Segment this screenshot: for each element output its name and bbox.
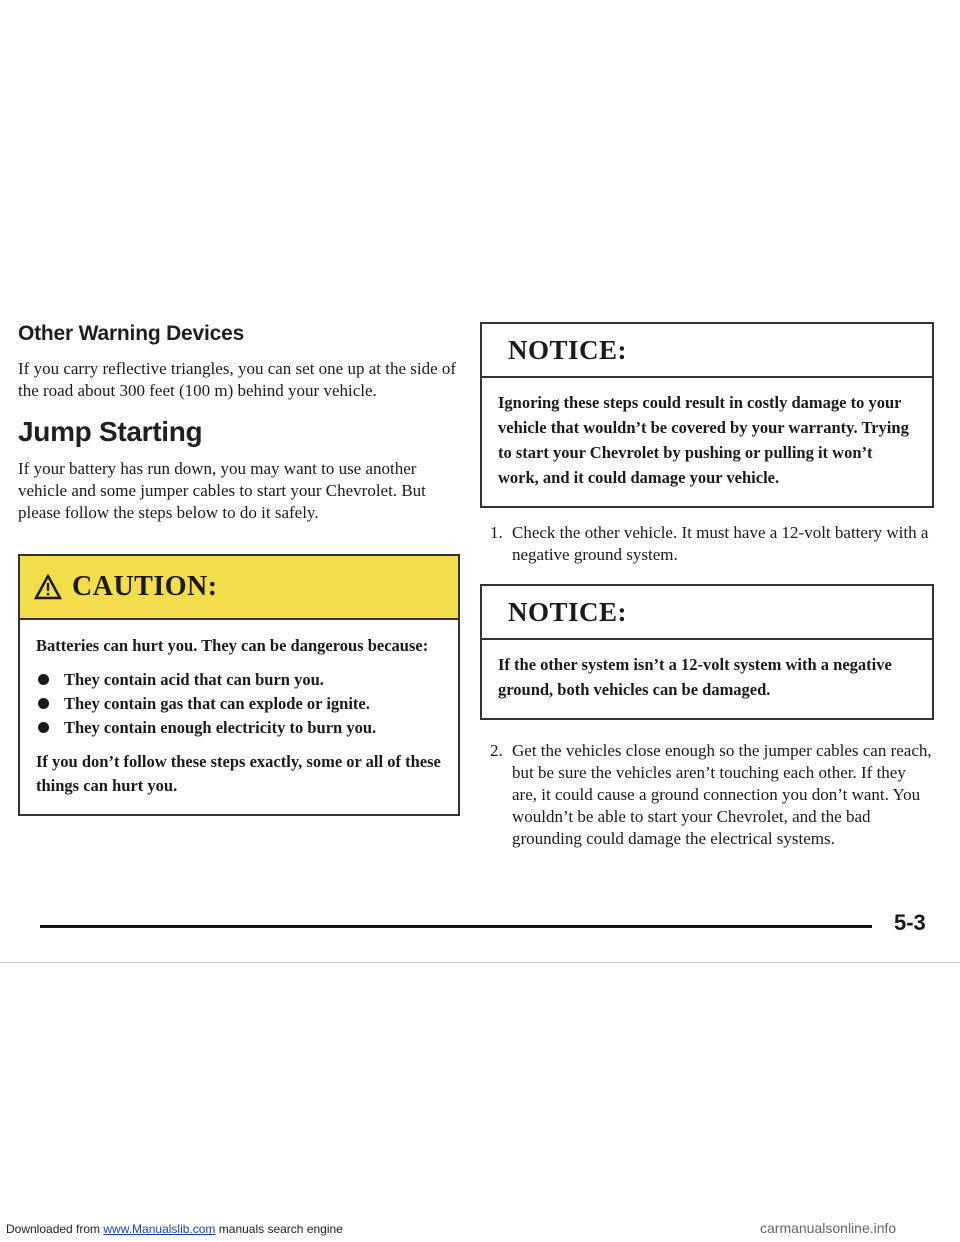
caution-intro: Batteries can hurt you. They can be dangerous because: (36, 636, 429, 655)
download-footer (6, 1222, 343, 1236)
bullet-dot-icon (38, 722, 49, 733)
caution-bullet (36, 716, 442, 740)
notice-text: If the other system isn’t a 12-volt system with a negative ground, both vehicles can be damaged. (498, 655, 892, 699)
step-number: 1. (490, 523, 503, 542)
footer-suffix: manuals search engine (215, 1222, 343, 1236)
step-number: 2. (490, 741, 503, 760)
notice-header (482, 586, 932, 640)
caution-bullet-text: They contain acid that can burn you. (64, 670, 324, 689)
notice-box-voltage (480, 584, 934, 720)
step-text: Get the vehicles close enough so the jumper cables can reach, but be sure the vehicles aren’t touching each other. If they are, it could cause a ground connection you don’t want. You wouldn’t be able to start your Chevrolet, and the bad grounding could damage the electrical systems. (512, 741, 932, 848)
left-column (18, 322, 458, 816)
notice-title: NOTICE: (508, 596, 628, 627)
notice-body (482, 378, 932, 506)
right-column (480, 322, 932, 868)
page-number: 5-3 (894, 910, 926, 935)
caution-box (18, 554, 460, 816)
caution-body (20, 620, 458, 814)
step-text: Check the other vehicle. It must have a 12-volt battery with a negative ground system. (512, 523, 929, 564)
steps-list (480, 522, 932, 566)
notice-body (482, 640, 932, 718)
heading-jump-starting: Jump Starting (18, 416, 203, 447)
page-divider (40, 925, 872, 928)
notice-header (482, 324, 932, 378)
steps-list (480, 740, 932, 850)
caution-bullet-list (36, 668, 442, 740)
paragraph-reflective-triangles: If you carry reflective triangles, you can set one up at the side of the road about 300 feet (100 m) behind your vehicle. (18, 359, 457, 400)
bullet-dot-icon (38, 674, 49, 685)
caution-bullet (36, 692, 442, 716)
notice-box-warranty (480, 322, 934, 508)
heading-other-warning-devices: Other Warning Devices (18, 322, 245, 345)
paragraph-jump-intro: If your battery has run down, you may want to use another vehicle and some jumper cables to start your Chevrolet. But please follow the steps below to do it safely. (18, 459, 426, 522)
warning-triangle-icon (34, 574, 62, 600)
caution-bullet-text: They contain gas that can explode or ignite. (64, 694, 370, 713)
caution-outro: If you don’t follow these steps exactly, some or all of these things can hurt you. (36, 752, 441, 795)
bullet-dot-icon (38, 698, 49, 709)
caution-bullet (36, 668, 442, 692)
step-item (480, 740, 932, 850)
caution-title: CAUTION: (72, 571, 218, 602)
notice-title: NOTICE: (508, 334, 628, 365)
watermark: carmanualsonline.info (760, 1220, 897, 1236)
manualslib-link[interactable]: www.Manualslib.com (103, 1222, 216, 1236)
faint-divider (0, 962, 960, 963)
footer-prefix: Downloaded from (6, 1222, 104, 1236)
caution-header (20, 556, 458, 620)
step-item (480, 522, 932, 566)
caution-bullet-text: They contain enough electricity to burn you. (64, 718, 377, 737)
notice-text: Ignoring these steps could result in costly damage to your vehicle that wouldn’t be covered by your warranty. Trying to start your Chevrolet by pushing or pulling it won’t work, and it could damage your vehicle. (498, 393, 909, 487)
